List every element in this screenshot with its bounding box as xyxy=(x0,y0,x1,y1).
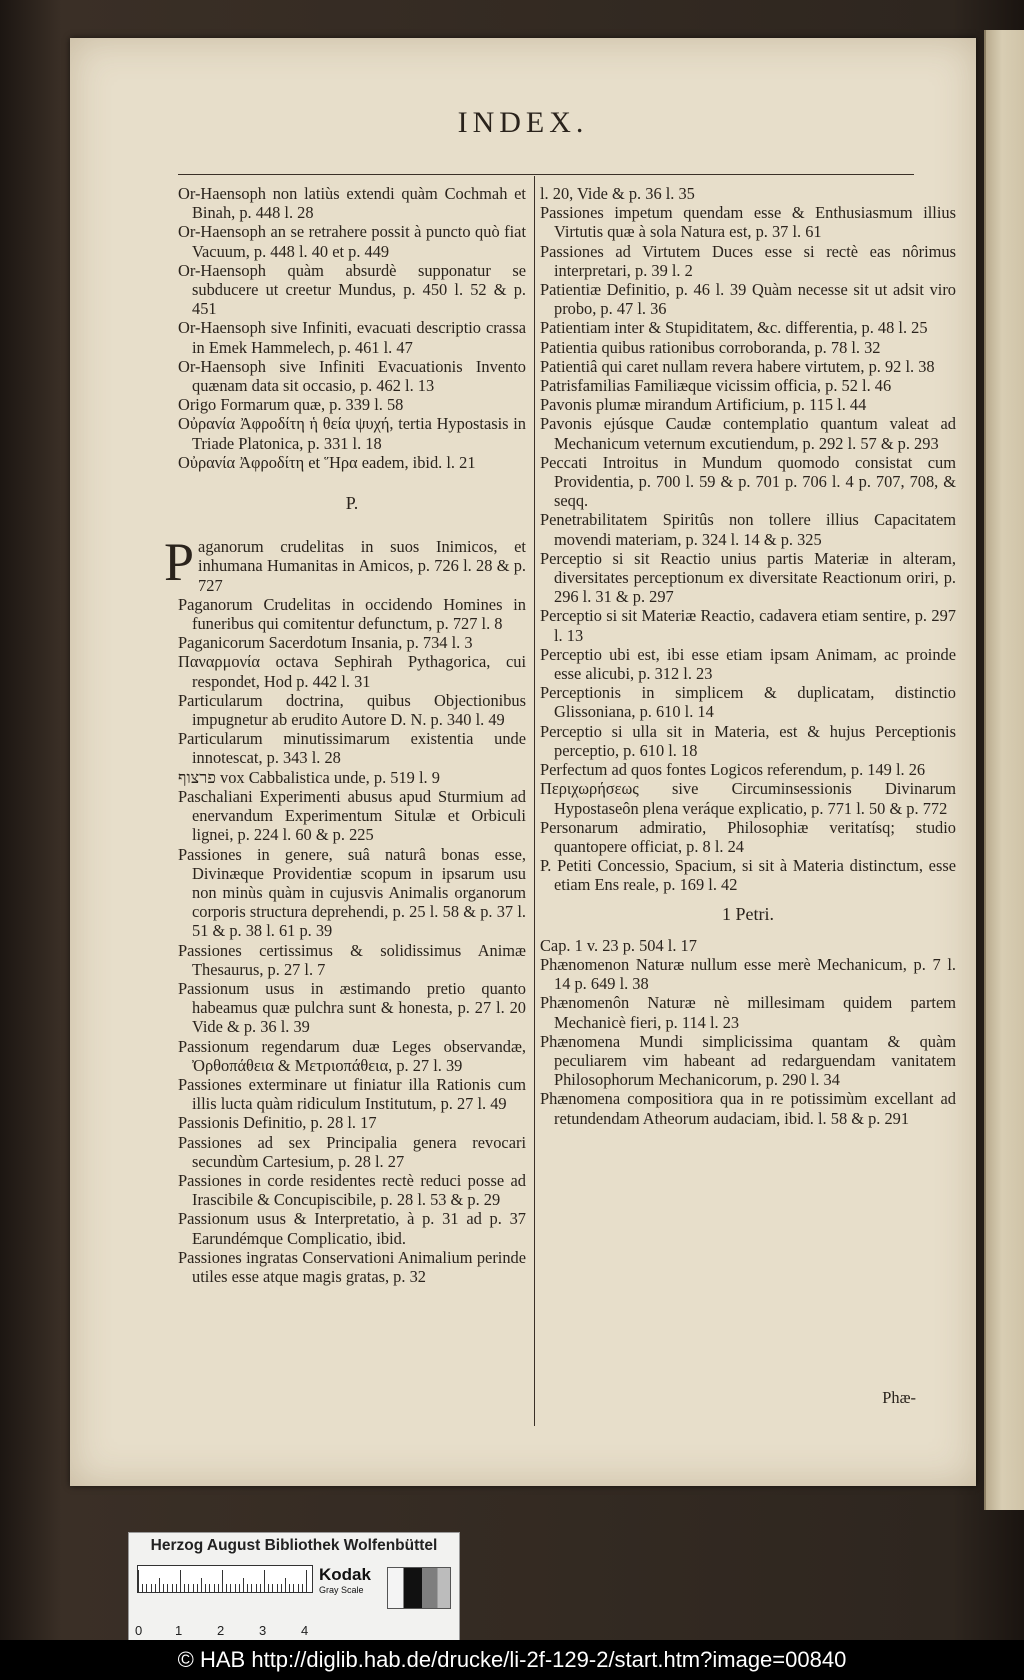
index-entry: Patientiam inter & Stupiditatem, &c. differentia, p. 48 l. 25 xyxy=(540,318,928,338)
index-entry: Perceptio ubi est, ibi esse etiam ipsam Animam, ac proinde esse alicubi, p. 312 l. 23 xyxy=(540,644,956,684)
index-entry: Περιχωρήσεως sive Circuminsessionis Divinarum Hypostaseôn plena veráque explicatio, p. 771 l. 50 & p. 772 xyxy=(540,779,956,818)
index-entry: Pavonis ejúsque Caudæ contemplatio quantum valeat ad Mechanicum veternum excutiendum, p. 292 l. 57 & p. 293 xyxy=(540,414,956,453)
index-entry: Passiones impetum quendam esse & Enthusiasmum illius Virtutis quæ à sola Natura est, p. 37 l. 61 xyxy=(540,203,956,242)
index-entry: Patrisfamilias Familiæque vicissim officia, p. 52 l. 46 xyxy=(540,376,892,396)
scale-number: 4 xyxy=(301,1623,309,1638)
scale-tick xyxy=(209,1584,210,1592)
page-title: INDEX. xyxy=(457,106,589,139)
right-column xyxy=(540,184,956,1128)
scale-tick xyxy=(243,1578,244,1592)
left-column xyxy=(164,184,526,1286)
index-entry: Phænomena Mundi simplicissima quantam & quàm peculiarem vim habeant ad redarguendam vanitatem Philosophorum Mechanicorum, p. 290 l. 34 xyxy=(540,1031,956,1090)
kodak-label xyxy=(319,1565,381,1595)
copyright-footer: © HAB http://diglib.hab.de/drucke/li-2f-129-2/start.htm?image=00840 xyxy=(0,1640,1024,1680)
kodak-brand: Kodak xyxy=(319,1565,371,1584)
book-page xyxy=(70,38,976,1486)
catchword: Phæ- xyxy=(882,1388,916,1407)
index-entry: Perceptio si ulla sit in Materia, est & hujus Perceptionis perceptio, p. 610 l. 18 xyxy=(540,721,956,760)
scale-tick xyxy=(260,1584,261,1592)
scale-tick xyxy=(163,1584,164,1592)
index-entry: Passiones in corde residentes rectè reduci posse ad Irascibile & Concupiscibile, p. 28 l. 53 & p. 29 xyxy=(178,1170,526,1210)
scale-tick xyxy=(176,1584,177,1592)
section-heading-p: P. xyxy=(345,493,359,514)
facing-page-edge xyxy=(984,30,1024,1510)
scale-tick xyxy=(142,1584,143,1592)
index-entry: Passiones exterminare ut finiatur illa Rationis cum illis lucta quàm ridiculum Institutum, p. 27 l. 49 xyxy=(178,1074,526,1114)
index-entry: Passiones in genere, suâ naturâ bonas esse, Divinæque Providentiæ scopum in ipsarum usu non minùs quàm in cujusvis Animalis organorum corporis structura deprehendi, p. 25 l. 58 & p. 37 l. 51 & p. 38 l. 61 p. 39 xyxy=(178,844,526,941)
scale-tick xyxy=(193,1584,194,1592)
scale-tick xyxy=(155,1584,156,1592)
index-entry: Perceptio si sit Reactio unius partis Materiæ in alteram, diversitates perceptionum ex diversitate Reactionum oriri, p. 296 l. 31 & p. 297 xyxy=(540,548,956,607)
scale-tick xyxy=(180,1570,181,1592)
index-entry: פרצוף vox Cabbalistica unde, p. 519 l. 9 xyxy=(178,767,440,787)
scale-tick xyxy=(235,1584,236,1592)
scale-tick xyxy=(222,1570,223,1592)
scale-tick xyxy=(306,1570,307,1592)
scale-tick xyxy=(251,1584,252,1592)
index-entry: Passiones ad Virtutem Duces esse si rectè eas nôrimus interpretari, p. 39 l. 2 xyxy=(540,241,956,280)
measure-scale xyxy=(137,1565,313,1593)
scale-tick xyxy=(289,1584,290,1592)
index-entry: Or-Haensoph quàm absurdè supponatur se subducere ut creetur Mundus, p. 450 l. 52 & p. 451 xyxy=(178,260,526,319)
index-entry: Peccati Introitus in Mundum quomodo consistat cum Providentia, p. 700 l. 59 & p. 701 p. 706 l. 4 p. 707, 708, & seqq. xyxy=(540,452,956,511)
scale-number: 3 xyxy=(259,1623,267,1638)
scale-tick xyxy=(188,1584,189,1592)
index-entry: Passionum usus & Interpretatio, à p. 31 ad p. 37 Earundémque Complicatio, ibid. xyxy=(178,1209,526,1248)
index-entry: Or-Haensoph sive Infiniti Evacuationis Invento quænam data sit occasio, p. 462 l. 13 xyxy=(178,356,526,396)
scale-tick xyxy=(201,1578,202,1592)
index-entry: Or-Haensoph an se retrahere possit à puncto quò fiat Vacuum, p. 448 l. 40 et p. 449 xyxy=(178,222,526,261)
section-heading-petri: 1 Petri. xyxy=(722,903,774,924)
scale-tick xyxy=(264,1570,265,1592)
index-entry: Or-Haensoph sive Infiniti, evacuati descriptio crassa in Emek Hammelech, p. 461 l. 47 xyxy=(178,318,526,357)
index-entry: Phænomena compositiora qua in re potissimùm excellant ad retundendam Atheorum audaciam, ibid. l. 58 & p. 291 xyxy=(540,1089,956,1128)
index-entry: Passionis Definitio, p. 28 l. 17 xyxy=(178,1113,377,1133)
gray-scale-patches xyxy=(387,1567,451,1609)
header-rule xyxy=(178,174,914,175)
scale-tick xyxy=(184,1584,185,1592)
index-entry: Particularum minutissimarum existentia unde innotescat, p. 343 l. 28 xyxy=(178,729,526,768)
scale-number: 0 xyxy=(135,1623,143,1638)
index-entry: Passiones certissimus & solidissimus Animæ Thesaurus, p. 27 l. 7 xyxy=(178,940,526,979)
scale-tick xyxy=(247,1584,248,1592)
scale-number: 2 xyxy=(217,1623,225,1638)
scale-tick xyxy=(197,1584,198,1592)
index-entry-continued: l. 20, Vide & p. 36 l. 35 xyxy=(540,184,695,203)
scale-tick xyxy=(205,1584,206,1592)
index-entry: Or-Haensoph non latiùs extendi quàm Cochmah et Binah, p. 448 l. 28 xyxy=(178,184,526,223)
scale-tick xyxy=(214,1584,215,1592)
index-entry: Perceptio si sit Materiæ Reactio, cadavera etiam sentire, p. 297 l. 13 xyxy=(540,606,956,645)
scale-tick xyxy=(167,1584,168,1592)
scale-tick xyxy=(230,1584,231,1592)
scale-tick xyxy=(256,1584,257,1592)
scale-tick xyxy=(226,1584,227,1592)
scale-tick xyxy=(298,1584,299,1592)
index-entry: Personarum admiratio, Philosophiæ veritatísq; studio quantopere officiat, p. 8 l. 24 xyxy=(540,817,956,856)
index-entry: Perfectum ad quos fontes Logicos referendum, p. 149 l. 26 xyxy=(540,760,926,780)
scale-tick xyxy=(172,1584,173,1592)
scale-tick xyxy=(302,1584,303,1592)
scale-tick xyxy=(285,1578,286,1592)
library-color-card xyxy=(128,1532,460,1650)
index-entry: Passiones ingratas Conservationi Animalium perinde utiles esse atque magis gratas, p. 32 xyxy=(178,1247,526,1286)
index-entry: Passionum usus in æstimando pretio quanto habeamus quæ pulchra sunt & honesta, p. 27 l. 20 Vide & p. 36 l. 39 xyxy=(178,978,526,1037)
index-entry: Passionum regendarum duæ Leges observandæ, Ὀρθοπάθεια & Μετριοπάθεια, p. 27 l. 39 xyxy=(178,1036,526,1075)
scale-tick xyxy=(138,1570,139,1592)
drop-cap: P xyxy=(164,532,195,593)
scale-tick xyxy=(277,1584,278,1592)
scale-tick xyxy=(159,1578,160,1592)
column-divider xyxy=(534,176,535,1426)
index-entry: Cap. 1 v. 23 p. 504 l. 17 xyxy=(540,935,697,955)
index-entry: Phænomenon Naturæ nullum esse merè Mechanicum, p. 7 l. 14 p. 649 l. 38 xyxy=(540,954,956,994)
index-entry: Penetrabilitatem Spiritûs non tollere illius Capacitatem movendi materiam, p. 324 l. 14 & p. 325 xyxy=(540,510,956,549)
index-entry: Origo Formarum quæ, p. 339 l. 58 xyxy=(178,395,404,415)
index-entry: Paganorum Crudelitas in occidendo Homines in funeribus qui comitentur defunctum, p. 727 l. 8 xyxy=(178,594,526,634)
index-entry: Pavonis plumæ mirandum Artificium, p. 115 l. 44 xyxy=(540,395,867,415)
index-entry: Patientiæ Definitio, p. 46 l. 39 Quàm necesse sit ut adsit viro probo, p. 47 l. 36 xyxy=(540,280,956,319)
scale-tick xyxy=(218,1584,219,1592)
index-entry: Paschaliani Experimenti abusus apud Sturmium ad enervandum Experimentum Situlæ et Orbiculi lignei, p. 224 l. 60 & p. 225 xyxy=(178,786,526,845)
index-entry: Patientiâ qui caret nullam revera habere virtutem, p. 92 l. 38 xyxy=(540,356,935,376)
index-entry: Οὐρανία Ἀφροδίτη ἡ θεία ψυχή, tertia Hypostasis in Triade Platonica, p. 331 l. 18 xyxy=(178,414,526,453)
scale-number: 1 xyxy=(175,1623,183,1638)
gray-scale-label: Gray Scale xyxy=(319,1585,364,1595)
index-entry: Παναρμονία octava Sephirah Pythagorica, cui respondet, Hod p. 442 l. 31 xyxy=(178,652,526,691)
index-entry: Οὐρανία Ἀφροδίτη et Ἥρα eadem, ibid. l. 21 xyxy=(178,452,476,472)
scale-tick xyxy=(293,1584,294,1592)
index-entry-text: aganorum crudelitas in suos Inimicos, et inhumana Humanitas in Amicos, p. 726 l. 28 & p. 727 xyxy=(198,537,526,595)
index-entry: Perceptionis in simplicem & duplicatam, distinctio Glissoniana, p. 610 l. 14 xyxy=(540,683,956,722)
scale-tick xyxy=(239,1584,240,1592)
index-entry: Phænomenôn Naturæ nè millesimam quidem partem Mechanicè fieri, p. 114 l. 23 xyxy=(540,993,956,1032)
index-entry: Patientia quibus rationibus corroboranda, p. 78 l. 32 xyxy=(540,337,881,357)
index-entry: P. Petiti Concessio, Spacium, si sit à Materia distinctum, esse etiam Ens reale, p. 169 l. 42 xyxy=(540,856,956,895)
scale-tick xyxy=(272,1584,273,1592)
scale-tick xyxy=(281,1584,282,1592)
scale-tick xyxy=(151,1584,152,1592)
index-entry-first xyxy=(164,532,526,595)
scale-tick xyxy=(268,1584,269,1592)
scale-tick xyxy=(146,1584,147,1592)
index-entry: Paganicorum Sacerdotum Insania, p. 734 l. 3 xyxy=(178,633,473,653)
library-name: Herzog August Bibliothek Wolfenbüttel xyxy=(150,1537,438,1554)
index-entry: Passiones ad sex Principalia genera revocari secundùm Cartesium, p. 28 l. 27 xyxy=(178,1132,526,1171)
index-entry: Particularum doctrina, quibus Objectionibus impugnetur ab erudito Autore D. N. p. 340 l. 49 xyxy=(178,690,526,730)
